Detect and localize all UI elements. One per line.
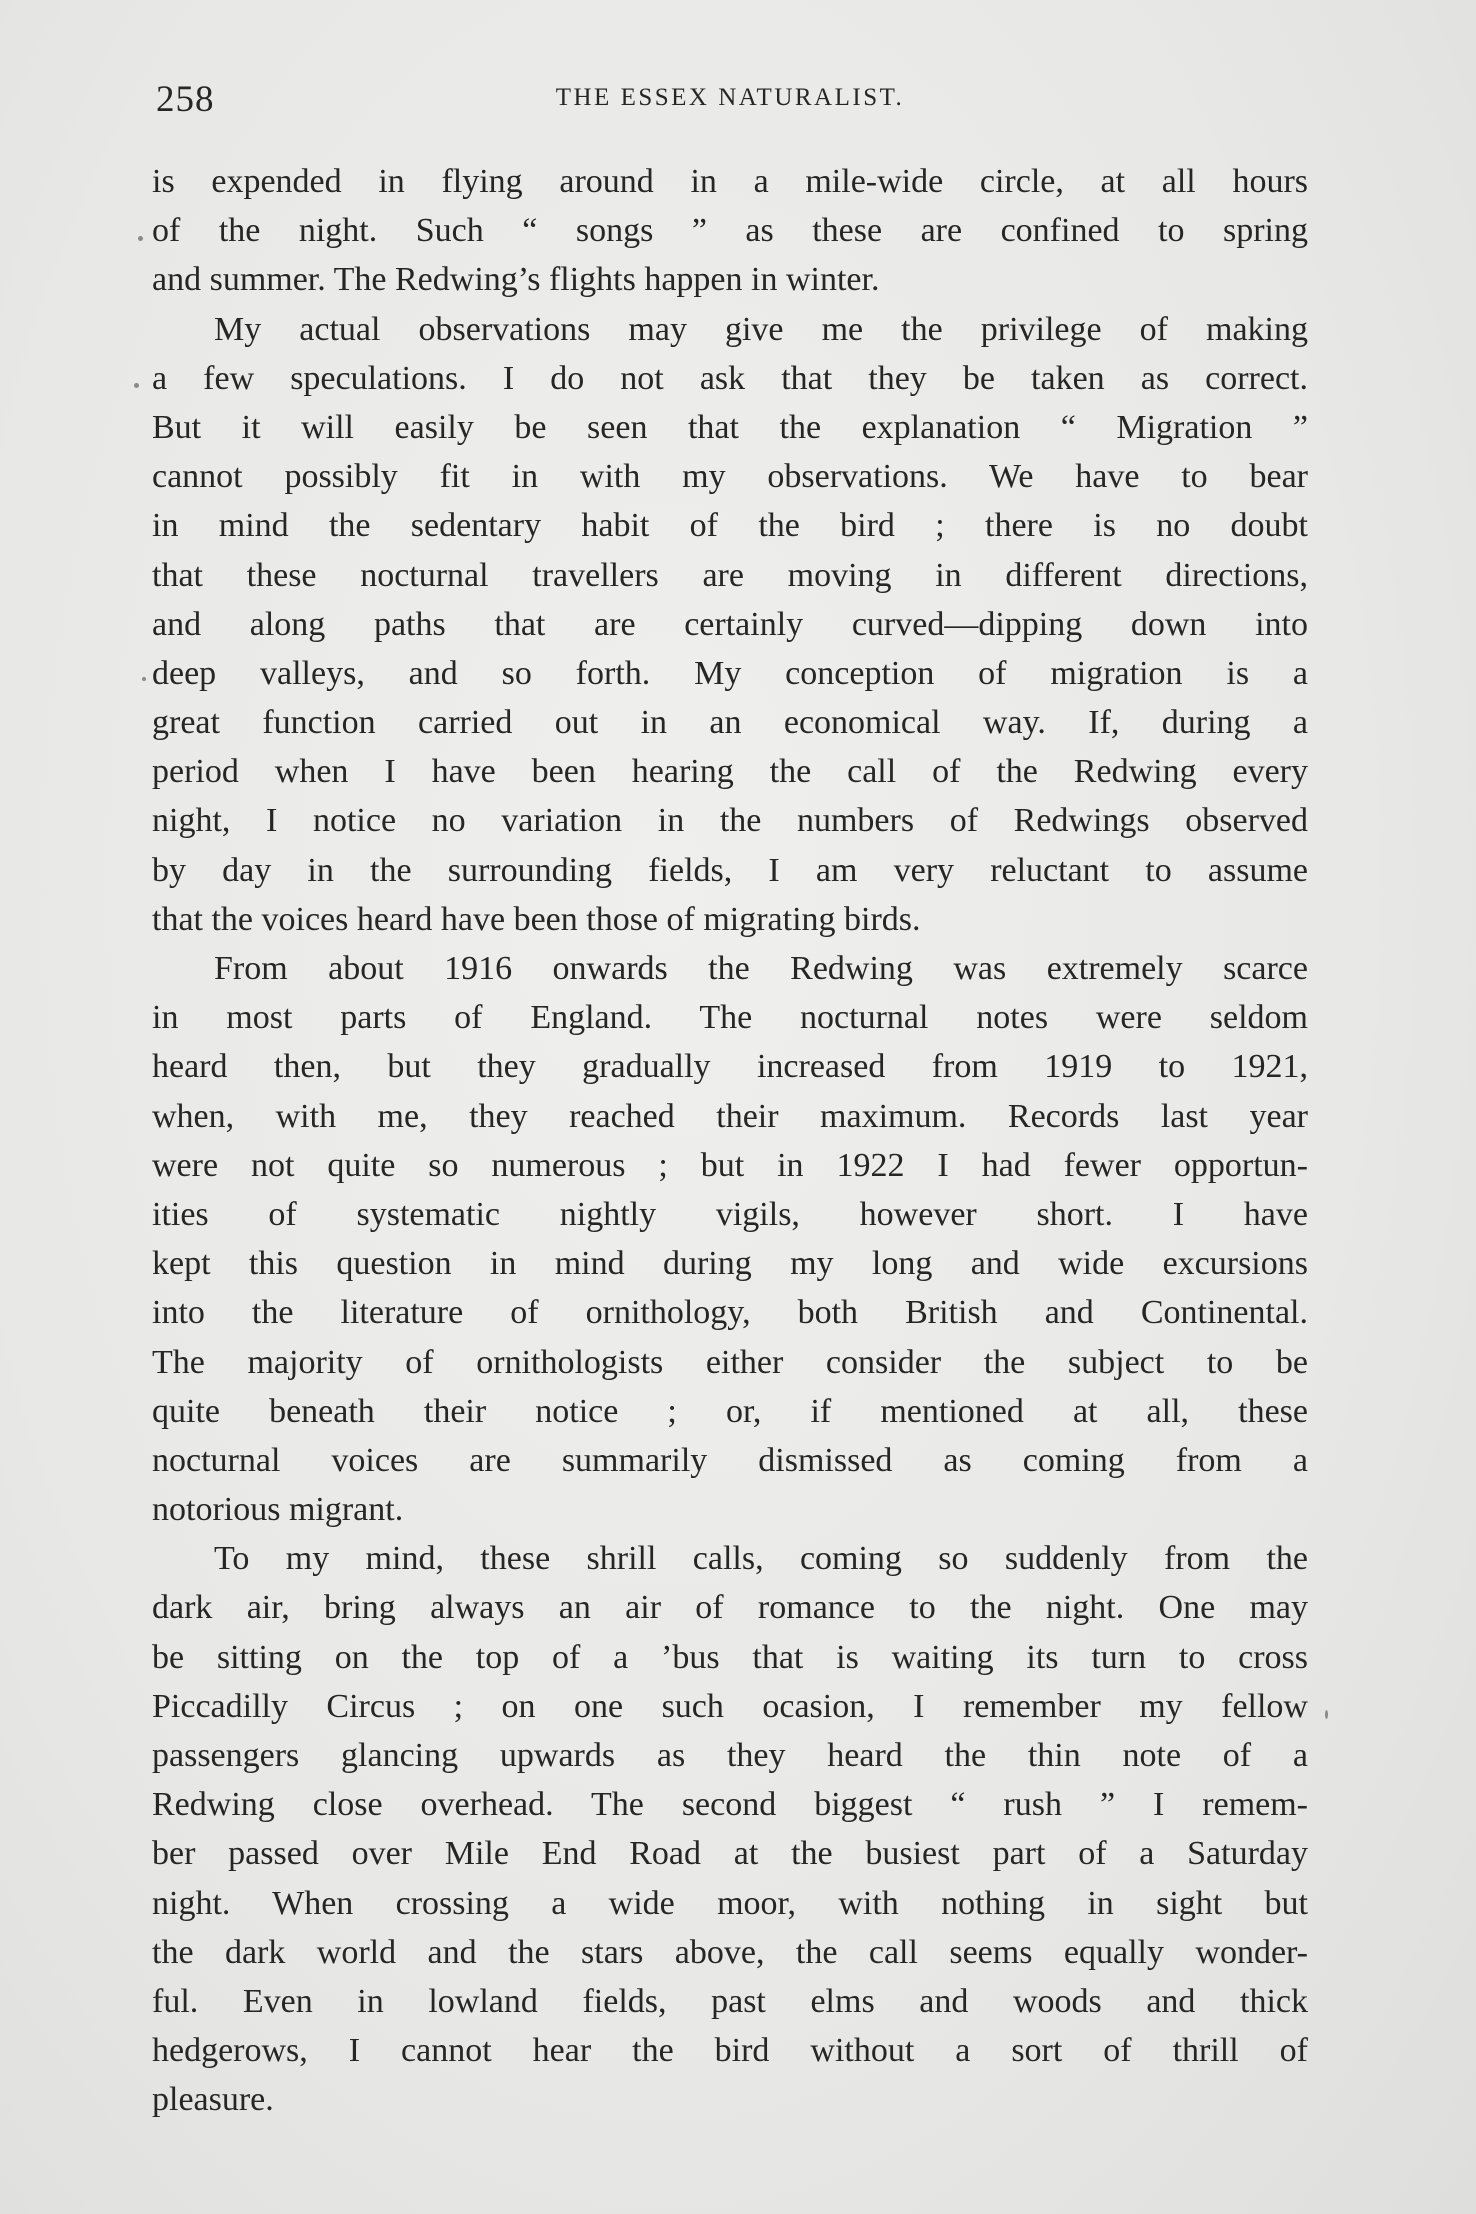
- text-line: were not quite so numerous ; but in 1922 I had fewer opportun-: [152, 1146, 1308, 1184]
- margin-speck: [1325, 1710, 1328, 1719]
- text-line: dark air, bring always an air of romance to the night. One may: [152, 1589, 1308, 1627]
- text-line: To my mind, these shrill calls, coming so suddenly from the: [214, 1540, 1308, 1578]
- journal-title: THE ESSEX NATURALIST.: [555, 84, 905, 111]
- text-line: ities of systematic nightly vigils, however short. I have: [152, 1195, 1308, 1233]
- running-head: [154, 78, 1306, 128]
- text-line: cannot possibly fit in with my observations. We have to bear: [152, 458, 1308, 496]
- text-line: in mind the sedentary habit of the bird ; there is no doubt: [152, 507, 1308, 545]
- text-line: deep valleys, and so forth. My conception of migration is a: [152, 654, 1308, 692]
- text-line: quite beneath their notice ; or, if mentioned at all, these: [152, 1392, 1308, 1430]
- text-line: the dark world and the stars above, the call seems equally wonder-: [152, 1933, 1308, 1971]
- text-line: when, with me, they reached their maximum. Records last year: [152, 1097, 1308, 1135]
- text-line: in most parts of England. The nocturnal notes were seldom: [152, 999, 1308, 1037]
- text-line: and summer. The Redwing’s flights happen in winter.: [152, 261, 880, 299]
- text-line: heard then, but they gradually increased from 1919 to 1921,: [152, 1048, 1308, 1086]
- text-line: of the night. Such “ songs ” as these are confined to spring: [152, 212, 1308, 250]
- text-line: into the literature of ornithology, both British and Continental.: [152, 1294, 1308, 1332]
- margin-speck: [134, 383, 139, 388]
- text-line: period when I have been hearing the call of the Redwing every: [152, 753, 1308, 791]
- text-line: great function carried out in an economical way. If, during a: [152, 704, 1308, 742]
- text-line: My actual observations may give me the privilege of making: [214, 310, 1308, 348]
- text-line: pleasure.: [152, 2081, 274, 2119]
- text-line: notorious migrant.: [152, 1491, 404, 1529]
- margin-speck: [142, 677, 146, 681]
- text-line: kept this question in mind during my long and wide excursions: [152, 1245, 1308, 1283]
- text-line: But it will easily be seen that the explanation “ Migration ”: [152, 408, 1308, 446]
- text-line: a few speculations. I do not ask that they be taken as correct.: [152, 359, 1308, 397]
- text-line: and along paths that are certainly curved—dipping down into: [152, 605, 1308, 643]
- text-line: by day in the surrounding fields, I am very reluctant to assume: [152, 851, 1308, 889]
- margin-speck: [138, 236, 143, 241]
- text-line: Redwing close overhead. The second biggest “ rush ” I remem-: [152, 1786, 1308, 1824]
- text-line: ful. Even in lowland fields, past elms and woods and thick: [152, 1982, 1308, 2020]
- text-line: night, I notice no variation in the numbers of Redwings observed: [152, 802, 1308, 840]
- text-line: that the voices heard have been those of migrating birds.: [152, 900, 921, 938]
- text-line: passengers glancing upwards as they heard the thin note of a: [152, 1737, 1308, 1774]
- text-line: be sitting on the top of a ’bus that is waiting its turn to cross: [152, 1638, 1308, 1676]
- text-line: that these nocturnal travellers are moving in different directions,: [152, 556, 1308, 594]
- text-line: hedgerows, I cannot hear the bird without a sort of thrill of: [152, 2032, 1308, 2070]
- text-line: The majority of ornithologists either consider the subject to be: [152, 1343, 1308, 1381]
- text-line: night. When crossing a wide moor, with nothing in sight but: [152, 1884, 1308, 1922]
- text-line: nocturnal voices are summarily dismissed as coming from a: [152, 1441, 1308, 1479]
- page-number: 258: [156, 79, 215, 120]
- text-line: From about 1916 onwards the Redwing was extremely scarce: [214, 950, 1308, 987]
- text-line: ber passed over Mile End Road at the busiest part of a Saturday: [152, 1835, 1308, 1873]
- body-text: [152, 157, 1308, 2125]
- text-line: Piccadilly Circus ; on one such ocasion, I remember my fellow: [152, 1687, 1308, 1725]
- text-line: is expended in flying around in a mile-wide circle, at all hours: [152, 163, 1308, 200]
